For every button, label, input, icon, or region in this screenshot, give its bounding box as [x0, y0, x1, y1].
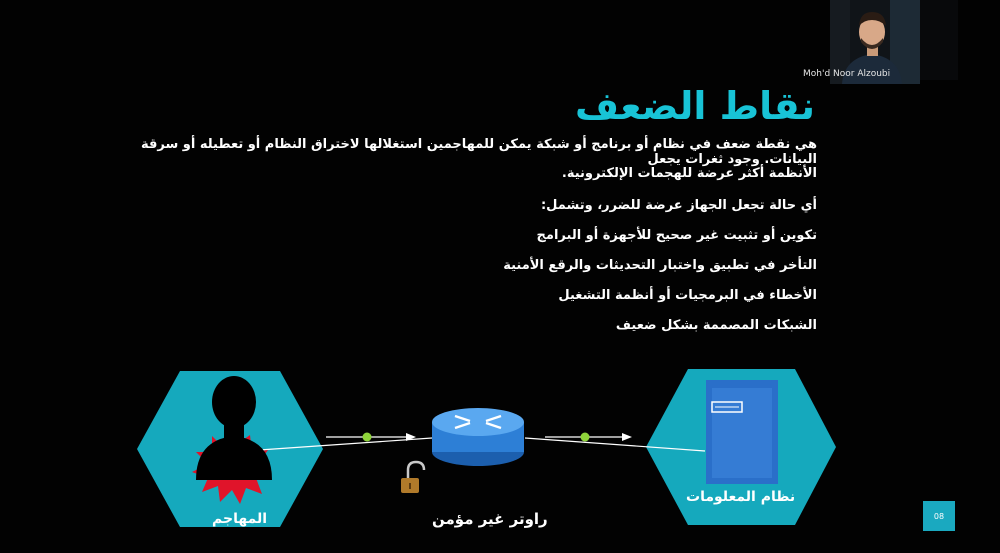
intro-text: أي حالة تجعل الجهاز عرضة للضرر، وتشمل: [540, 198, 817, 213]
video-strip [920, 0, 958, 80]
list-item: الشبكات المصممة بشكل ضعيف [615, 318, 817, 333]
slide-title: نقاط الضعف [574, 84, 815, 128]
server-label: نظام المعلومات [686, 489, 796, 505]
router-label: راوتر غير مؤمن [432, 510, 548, 528]
attacker-label: المهاجم [212, 511, 268, 527]
unlocked-padlock-icon [401, 462, 424, 493]
paragraph-line-2: الأنظمة أكثر عرضة للهجمات الإلكترونية. [561, 166, 817, 181]
data-packet-dot [581, 433, 590, 442]
router-icon [432, 408, 524, 466]
arrow-head [622, 433, 632, 441]
list-item: التأخر في تطبيق واختبار التحديثات والرقع الأمنية [503, 258, 817, 273]
data-packet-dot [363, 433, 372, 442]
page-number: 08 [923, 501, 955, 531]
paragraph-line-1: هي نقطة ضعف في نظام أو برنامج أو شبكة يمكن للمهاجمين استغلالها لاختراق النظام أو تعطيله أو سرقة البيانات. وجود ثغرات يجعل [140, 137, 817, 167]
server-icon [706, 380, 778, 484]
participant-name: Moh'd Noor Alzoubi [803, 69, 891, 79]
list-item: تكوين أو تثبيت غير صحيح للأجهزة أو البرامج [536, 228, 817, 243]
list-item: الأخطاء في البرمجيات أو أنظمة التشغيل [558, 288, 817, 303]
